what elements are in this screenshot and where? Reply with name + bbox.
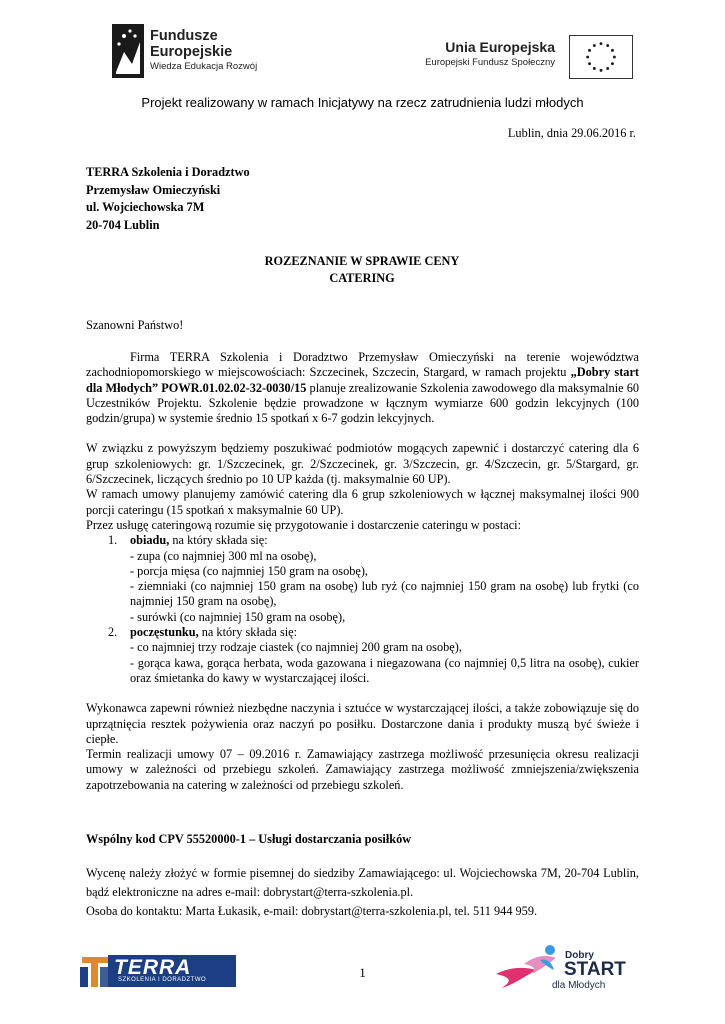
paragraph-service: Przez usługę cateringową rozumie się przygotowanie i dostarczenie cateringu w postaci: bbox=[86, 517, 522, 532]
list-item-text: na który składa się: bbox=[198, 625, 298, 640]
sender-line: Przemysław Omieczyński bbox=[86, 182, 221, 197]
list-subitem: - co najmniej trzy rodzaje ciastek (co najmniej 200 gram na osobę), bbox=[130, 640, 462, 655]
sender-line: ul. Wojciechowska 7M bbox=[86, 200, 205, 214]
letter-body bbox=[86, 350, 639, 793]
sender-line: TERRA Szkolenia i Doradztwo bbox=[86, 165, 250, 179]
list-item bbox=[86, 533, 639, 548]
ue-subtitle: Europejski Fundusz Społeczny bbox=[425, 57, 555, 68]
letter-heading bbox=[86, 253, 638, 287]
fe-title-line-2: Europejskie bbox=[150, 44, 233, 60]
terra-logo bbox=[78, 951, 238, 991]
ds-word-dobry: Dobry bbox=[565, 950, 594, 961]
page-number: 1 bbox=[359, 965, 366, 980]
list-subitem: - porcja mięsa (co najmniej 150 gram na osobę), bbox=[130, 563, 368, 578]
list-subitem: - ziemniaki (co najmniej 150 gram na osobę) lub ryż (co najmniej 150 gram na osobę) lub frytki (co najmniej 150 gram na osobę), bbox=[130, 579, 639, 609]
intro-text: Firma TERRA Szkolenia i Doradztwo Przemysław Omieczyński na terenie województwa zachodniopomorskiego w miejscowościach: Szczecinek, Szczecin, Stargard, w ramach projektu bbox=[86, 350, 639, 380]
terra-subtitle: SZKOLENIA I DORADZTWO bbox=[118, 977, 207, 983]
eu-stars bbox=[586, 42, 616, 72]
unia-europejska-logo bbox=[418, 35, 633, 79]
fundusze-europejskie-logo bbox=[110, 22, 300, 82]
list-item-text: na który składa się: bbox=[169, 533, 268, 548]
paragraph-groups: W związku z powyższym będziemy poszukiwać podmiotów mogących zapewnić i dostarczyć catering dla 6 grup szkoleniowych: gr. 1/Szczecinek, gr. 2/Szczecinek, gr. 3/Szczecin, gr. 4/Szczecin, gr. 5/Stargard, gr. 6/Szczecinek, liczących średnio po 10 UP każda (tj. maksymalnie 60 UP). bbox=[86, 441, 639, 487]
offer-instructions bbox=[86, 864, 639, 921]
fundusze-europejskie-icon bbox=[110, 22, 146, 80]
fe-subtitle: Wiedza Edukacja Rozwój bbox=[150, 61, 258, 72]
heading-line-1: ROZEZNANIE W SPRAWIE CENY bbox=[264, 254, 460, 268]
list-item-title: obiadu, bbox=[130, 533, 170, 548]
catering-list bbox=[86, 533, 639, 686]
list-item bbox=[86, 625, 639, 640]
project-line: Projekt realizowany w ramach Inicjatywy na rzecz zatrudnienia ludzi młodych bbox=[141, 95, 584, 110]
ds-word-start: START bbox=[564, 959, 626, 980]
intro-text-end: planuje zrealizowanie Szkolenia zawodowego dla maksymalnie 60 Uczestników Projektu. Szkolenie będzie prowadzone w łącznym wymiarze 600 godzin lekcyjnych (100 godzin/grupa) w systemie średnio 15 spotkań x 6-7 godzin lekcyjnych. bbox=[86, 380, 639, 426]
contact-text: Osoba do kontaktu: Marta Łukasik, e-mail: dobrystart@terra-szkolenia.pl, tel. 511 944 959. bbox=[86, 904, 538, 918]
paragraph-contractor: Wykonawca zapewni również niezbędne naczynia i sztućce w wystarczającej ilości, a także zobowiązuje się do uprzątnięcia resztek pożywienia oraz naczyń po posiłku. Dostarczone dania i produkty muszą być świeże i ciepłe. bbox=[86, 701, 639, 746]
eu-flag-icon bbox=[569, 35, 633, 79]
paragraph-portions: W ramach umowy planujemy zamówić catering dla 6 grup szkoleniowych w łącznej maksymalnej ilości 900 porcji cateringu (15 spotkań x maksymalnie 60 UP). bbox=[86, 487, 639, 517]
fe-title-line-1: Fundusze bbox=[150, 28, 218, 44]
paragraph-intro bbox=[86, 350, 639, 426]
heading-line-2: CATERING bbox=[329, 271, 395, 285]
ds-word-dla-mlodych: dla Młodych bbox=[552, 980, 606, 991]
ue-title: Unia Europejska bbox=[445, 39, 555, 55]
sender-address bbox=[86, 164, 250, 234]
list-number: 1. bbox=[108, 533, 118, 548]
project-name: „Dobry start dla Młodych” POWR.01.02.02-32-0030/15 bbox=[86, 365, 640, 395]
terra-word: TERRA bbox=[114, 956, 192, 979]
list-subitem: - zupa (co najmniej 300 ml na osobę), bbox=[130, 548, 317, 563]
paragraph-deadline: Termin realizacji umowy 07 – 09.2016 r. Zamawiający zastrzega możliwość przesunięcia okresu realizacji umowy w zależności od przebiegu szkoleń. Zamawiający zastrzega możliwość zmniejszenia/zwiększenia zapotrzebowania na catering w zależności od przebiegu szkoleń. bbox=[86, 747, 639, 792]
salutation: Szanowni Państwo! bbox=[86, 318, 184, 332]
list-item-title: poczęstunku, bbox=[130, 625, 199, 640]
offer-text: Wycenę należy złożyć w formie pisemnej do siedziby Zamawiającego: ul. Wojciechowska 7M, 20-704 Lublin, bądź elektroniczne na adres e-mail: dobrystart@terra-szkolenia.pl. bbox=[86, 866, 639, 899]
sender-line: 20-704 Lublin bbox=[86, 217, 160, 232]
list-subitem: - surówki (co najmniej 150 gram na osobę), bbox=[130, 609, 346, 624]
dobry-start-logo bbox=[494, 944, 644, 996]
terra-mark-icon bbox=[78, 953, 112, 989]
list-subitem: - gorąca kawa, gorąca herbata, woda gazowana i niegazowana (co najmniej 0,5 litra na osobę), cukier oraz śmietanka do kawy w wystarczającej ilości. bbox=[130, 655, 639, 685]
cpv-code: Wspólny kod CPV 55520000-1 – Usługi dostarczania posiłków bbox=[86, 832, 412, 846]
list-number: 2. bbox=[108, 625, 118, 640]
letter-date: Lublin, dnia 29.06.2016 r. bbox=[507, 126, 636, 140]
